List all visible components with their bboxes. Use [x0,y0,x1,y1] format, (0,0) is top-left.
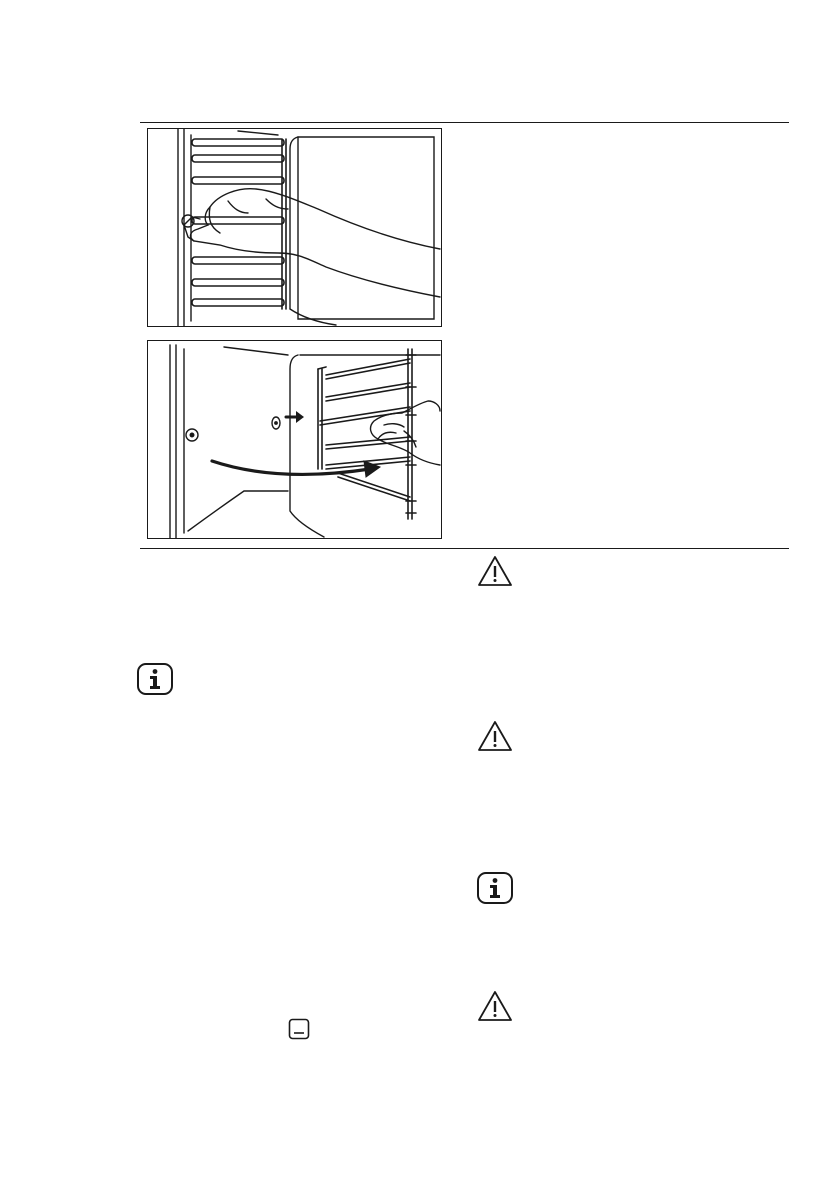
oven-light-icon [288,1018,310,1045]
info-icon [477,872,513,909]
figure-remove-shelf-support [147,128,442,327]
figure-install-shelf-support [147,340,442,539]
warning-icon [477,555,513,592]
section-rule [140,548,789,549]
warning-icon [477,990,513,1027]
warning-icon [477,720,513,757]
top-rule [140,122,789,123]
info-icon [137,663,173,700]
